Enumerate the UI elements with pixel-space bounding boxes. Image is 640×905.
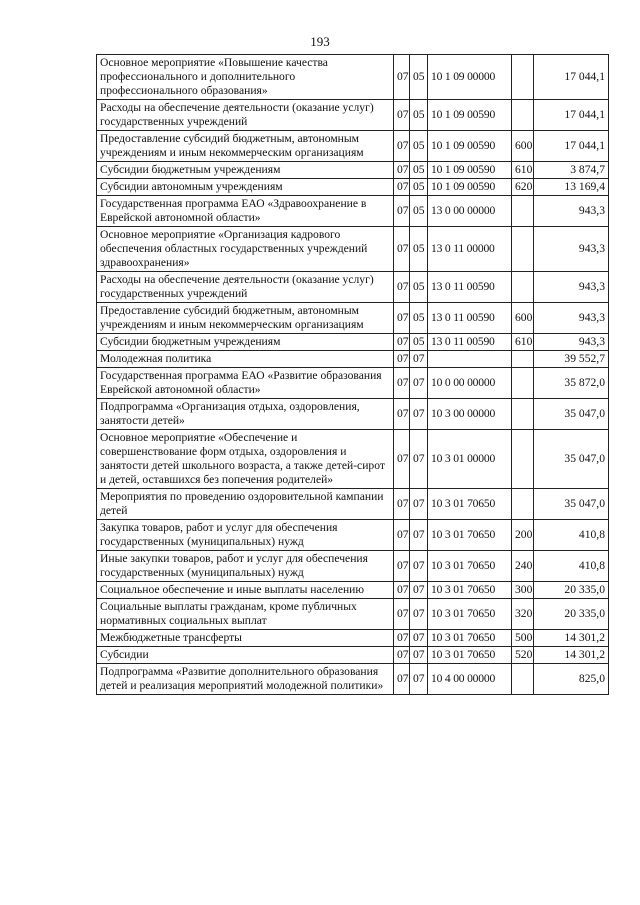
target-article-code-cell: 13 0 11 00590: [428, 303, 512, 334]
amount-cell: 35 872,0: [534, 368, 609, 399]
table-row: [97, 599, 609, 630]
subsection-code-cell: 05: [410, 162, 428, 179]
row-name-cell: Социальные выплаты гражданам, кроме публичных нормативных социальных выплат: [97, 599, 394, 630]
section-code-cell: 07: [394, 55, 410, 100]
row-name-cell: Расходы на обеспечение деятельности (оказание услуг) государственных учреждений: [97, 100, 394, 131]
subsection-code-cell: 07: [410, 551, 428, 582]
expense-type-code-cell: [512, 399, 534, 430]
table-row: [97, 131, 609, 162]
section-code-cell: 07: [394, 664, 410, 695]
row-name-cell: Основное мероприятие «Обеспечение и совершенствование форм отдыха, оздоровления и занятости детей школьного возраста, а также детей-сирот и детей, оставшихся без попечения родителей»: [97, 430, 394, 489]
section-code-cell: 07: [394, 162, 410, 179]
subsection-code-cell: 05: [410, 303, 428, 334]
subsection-code-cell: 05: [410, 334, 428, 351]
budget-table: [96, 54, 609, 695]
target-article-code-cell: 10 1 09 00590: [428, 131, 512, 162]
expense-type-code-cell: [512, 489, 534, 520]
expense-type-code-cell: 620: [512, 179, 534, 196]
expense-type-code-cell: [512, 272, 534, 303]
amount-cell: 35 047,0: [534, 430, 609, 489]
row-name-cell: Основное мероприятие «Повышение качества профессионального и дополнительного профессионального образования»: [97, 55, 394, 100]
amount-cell: 3 874,7: [534, 162, 609, 179]
expense-type-code-cell: [512, 196, 534, 227]
subsection-code-cell: 05: [410, 100, 428, 131]
expense-type-code-cell: [512, 664, 534, 695]
amount-cell: 943,3: [534, 272, 609, 303]
expense-type-code-cell: [512, 100, 534, 131]
row-name-cell: Мероприятия по проведению оздоровительной кампании детей: [97, 489, 394, 520]
target-article-code-cell: 10 3 01 70650: [428, 489, 512, 520]
target-article-code-cell: 13 0 11 00590: [428, 272, 512, 303]
subsection-code-cell: 07: [410, 599, 428, 630]
target-article-code-cell: 10 4 00 00000: [428, 664, 512, 695]
target-article-code-cell: 10 3 01 70650: [428, 599, 512, 630]
row-name-cell: Подпрограмма «Развитие дополнительного образования детей и реализация мероприятий молодежной политики»: [97, 664, 394, 695]
subsection-code-cell: 05: [410, 55, 428, 100]
target-article-code-cell: 10 3 01 70650: [428, 582, 512, 599]
table-row: [97, 196, 609, 227]
target-article-code-cell: 10 1 09 00000: [428, 55, 512, 100]
subsection-code-cell: 07: [410, 647, 428, 664]
table-row: [97, 227, 609, 272]
row-name-cell: Основное мероприятие «Организация кадрового обеспечения областных государственных учреждений здравоохранения»: [97, 227, 394, 272]
section-code-cell: 07: [394, 599, 410, 630]
row-name-cell: Подпрограмма «Организация отдыха, оздоровления, занятости детей»: [97, 399, 394, 430]
subsection-code-cell: 07: [410, 368, 428, 399]
section-code-cell: 07: [394, 303, 410, 334]
subsection-code-cell: 05: [410, 179, 428, 196]
table-row: [97, 368, 609, 399]
table-row: [97, 272, 609, 303]
table-row: [97, 664, 609, 695]
subsection-code-cell: 07: [410, 489, 428, 520]
expense-type-code-cell: 610: [512, 334, 534, 351]
row-name-cell: Государственная программа ЕАО «Развитие образования Еврейской автономной области»: [97, 368, 394, 399]
expense-type-code-cell: [512, 368, 534, 399]
row-name-cell: Молодежная политика: [97, 351, 394, 368]
target-article-code-cell: 10 1 09 00590: [428, 100, 512, 131]
table-row: [97, 630, 609, 647]
subsection-code-cell: 07: [410, 630, 428, 647]
row-name-cell: Предоставление субсидий бюджетным, автономным учреждениям и иным некоммерческим организациям: [97, 303, 394, 334]
target-article-code-cell: [428, 351, 512, 368]
page-number: 193: [310, 34, 330, 49]
row-name-cell: Субсидии: [97, 647, 394, 664]
target-article-code-cell: 10 3 01 70650: [428, 647, 512, 664]
section-code-cell: 07: [394, 196, 410, 227]
table-row: [97, 179, 609, 196]
section-code-cell: 07: [394, 551, 410, 582]
table-row: [97, 334, 609, 351]
subsection-code-cell: 05: [410, 227, 428, 272]
subsection-code-cell: 07: [410, 430, 428, 489]
table-row: [97, 303, 609, 334]
section-code-cell: 07: [394, 334, 410, 351]
target-article-code-cell: 13 0 00 00000: [428, 196, 512, 227]
table-row: [97, 520, 609, 551]
amount-cell: 410,8: [534, 520, 609, 551]
target-article-code-cell: 10 3 00 00000: [428, 399, 512, 430]
row-name-cell: Закупка товаров, работ и услуг для обеспечения государственных (муниципальных) нужд: [97, 520, 394, 551]
section-code-cell: 07: [394, 131, 410, 162]
target-article-code-cell: 10 3 01 70650: [428, 551, 512, 582]
amount-cell: 20 335,0: [534, 582, 609, 599]
table-row: [97, 489, 609, 520]
section-code-cell: 07: [394, 647, 410, 664]
amount-cell: 943,3: [534, 227, 609, 272]
row-name-cell: Социальное обеспечение и иные выплаты населению: [97, 582, 394, 599]
amount-cell: 20 335,0: [534, 599, 609, 630]
section-code-cell: 07: [394, 179, 410, 196]
amount-cell: 14 301,2: [534, 647, 609, 664]
row-name-cell: Расходы на обеспечение деятельности (оказание услуг) государственных учреждений: [97, 272, 394, 303]
section-code-cell: 07: [394, 430, 410, 489]
row-name-cell: Предоставление субсидий бюджетным, автономным учреждениям и иным некоммерческим организациям: [97, 131, 394, 162]
row-name-cell: Субсидии бюджетным учреждениям: [97, 334, 394, 351]
subsection-code-cell: 07: [410, 582, 428, 599]
row-name-cell: Государственная программа ЕАО «Здравоохранение в Еврейской автономной области»: [97, 196, 394, 227]
expense-type-code-cell: 240: [512, 551, 534, 582]
expense-type-code-cell: 600: [512, 303, 534, 334]
table-row: [97, 647, 609, 664]
subsection-code-cell: 05: [410, 272, 428, 303]
expense-type-code-cell: 610: [512, 162, 534, 179]
section-code-cell: 07: [394, 227, 410, 272]
target-article-code-cell: 13 0 11 00000: [428, 227, 512, 272]
table-row: [97, 551, 609, 582]
section-code-cell: 07: [394, 489, 410, 520]
table-row: [97, 582, 609, 599]
expense-type-code-cell: [512, 55, 534, 100]
section-code-cell: 07: [394, 100, 410, 131]
expense-type-code-cell: 500: [512, 630, 534, 647]
subsection-code-cell: 07: [410, 520, 428, 551]
row-name-cell: Иные закупки товаров, работ и услуг для обеспечения государственных (муниципальных) нужд: [97, 551, 394, 582]
target-article-code-cell: 13 0 11 00590: [428, 334, 512, 351]
row-name-cell: Субсидии автономным учреждениям: [97, 179, 394, 196]
section-code-cell: 07: [394, 520, 410, 551]
expense-type-code-cell: 320: [512, 599, 534, 630]
row-name-cell: Межбюджетные трансферты: [97, 630, 394, 647]
section-code-cell: 07: [394, 582, 410, 599]
subsection-code-cell: 05: [410, 131, 428, 162]
section-code-cell: 07: [394, 351, 410, 368]
table-row: [97, 100, 609, 131]
target-article-code-cell: 10 3 01 70650: [428, 630, 512, 647]
amount-cell: 17 044,1: [534, 131, 609, 162]
expense-type-code-cell: [512, 227, 534, 272]
amount-cell: 13 169,4: [534, 179, 609, 196]
budget-table-body: [97, 55, 609, 695]
table-row: [97, 399, 609, 430]
expense-type-code-cell: 300: [512, 582, 534, 599]
section-code-cell: 07: [394, 630, 410, 647]
target-article-code-cell: 10 1 09 00590: [428, 162, 512, 179]
table-row: [97, 430, 609, 489]
table-row: [97, 351, 609, 368]
subsection-code-cell: 07: [410, 399, 428, 430]
amount-cell: 35 047,0: [534, 399, 609, 430]
target-article-code-cell: 10 3 01 70650: [428, 520, 512, 551]
table-row: [97, 55, 609, 100]
amount-cell: 825,0: [534, 664, 609, 695]
subsection-code-cell: 07: [410, 351, 428, 368]
amount-cell: 943,3: [534, 334, 609, 351]
target-article-code-cell: 10 0 00 00000: [428, 368, 512, 399]
expense-type-code-cell: 600: [512, 131, 534, 162]
amount-cell: 39 552,7: [534, 351, 609, 368]
target-article-code-cell: 10 1 09 00590: [428, 179, 512, 196]
section-code-cell: 07: [394, 399, 410, 430]
amount-cell: 17 044,1: [534, 100, 609, 131]
amount-cell: 943,3: [534, 303, 609, 334]
subsection-code-cell: 05: [410, 196, 428, 227]
section-code-cell: 07: [394, 368, 410, 399]
expense-type-code-cell: [512, 351, 534, 368]
subsection-code-cell: 07: [410, 664, 428, 695]
amount-cell: 17 044,1: [534, 55, 609, 100]
target-article-code-cell: 10 3 01 00000: [428, 430, 512, 489]
amount-cell: 14 301,2: [534, 630, 609, 647]
row-name-cell: Субсидии бюджетным учреждениям: [97, 162, 394, 179]
expense-type-code-cell: [512, 430, 534, 489]
expense-type-code-cell: 520: [512, 647, 534, 664]
amount-cell: 35 047,0: [534, 489, 609, 520]
amount-cell: 943,3: [534, 196, 609, 227]
section-code-cell: 07: [394, 272, 410, 303]
expense-type-code-cell: 200: [512, 520, 534, 551]
amount-cell: 410,8: [534, 551, 609, 582]
table-row: [97, 162, 609, 179]
